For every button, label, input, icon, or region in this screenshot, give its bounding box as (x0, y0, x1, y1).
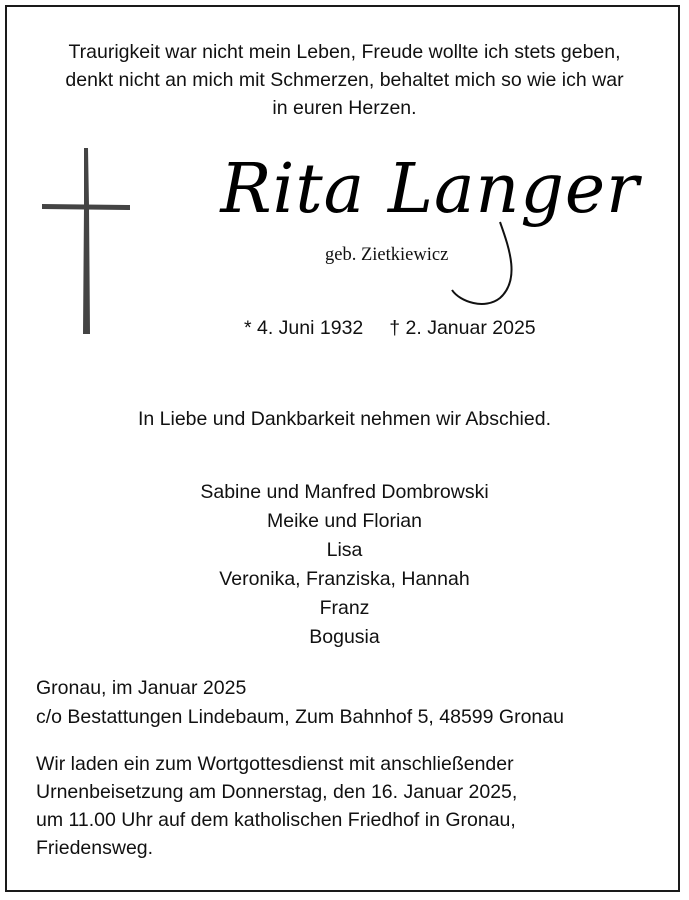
life-dates (244, 314, 536, 342)
farewell-text: In Liebe und Dankbarkeit nehmen wir Abschied. (137, 408, 551, 430)
service-line: Friedensweg. (36, 837, 154, 859)
place-date: Gronau, im Januar 2025 (36, 677, 247, 699)
mourner: Franz (319, 597, 370, 619)
service-info (36, 750, 517, 862)
service-line: Urnenbeisetzung am Donnerstag, den 16. Januar 2025, (36, 781, 518, 803)
deceased-name: Rita Langer (220, 150, 640, 229)
poem-line: in euren Herzen. (272, 97, 417, 119)
mourner: Bogusia (309, 626, 380, 648)
address: c/o Bestattungen Lindebaum, Zum Bahnhof 5, 48599 Gronau (36, 706, 564, 728)
mourner: Lisa (326, 539, 363, 561)
poem-line: denkt nicht an mich mit Schmerzen, behaltet mich so wie ich war (65, 69, 624, 91)
service-line: um 11.00 Uhr auf dem katholischen Friedhof in Gronau, (36, 809, 516, 831)
maiden-name: geb. Zietkiewicz (325, 245, 449, 265)
service-line: Wir laden ein zum Wortgottesdienst mit anschließender (36, 753, 514, 775)
mourner: Veronika, Franziska, Hannah (219, 568, 470, 590)
poem-line: Traurigkeit war nicht mein Leben, Freude wollte ich stets geben, (68, 41, 621, 63)
name-flourish (440, 220, 540, 310)
mourners-list (0, 478, 689, 652)
death-date: † 2. Januar 2025 (389, 317, 536, 339)
mourner: Meike und Florian (267, 510, 422, 532)
cross-icon (40, 146, 132, 336)
mourner: Sabine und Manfred Dombrowski (200, 481, 489, 503)
birth-date: * 4. Juni 1932 (244, 317, 364, 339)
poem (0, 38, 689, 122)
